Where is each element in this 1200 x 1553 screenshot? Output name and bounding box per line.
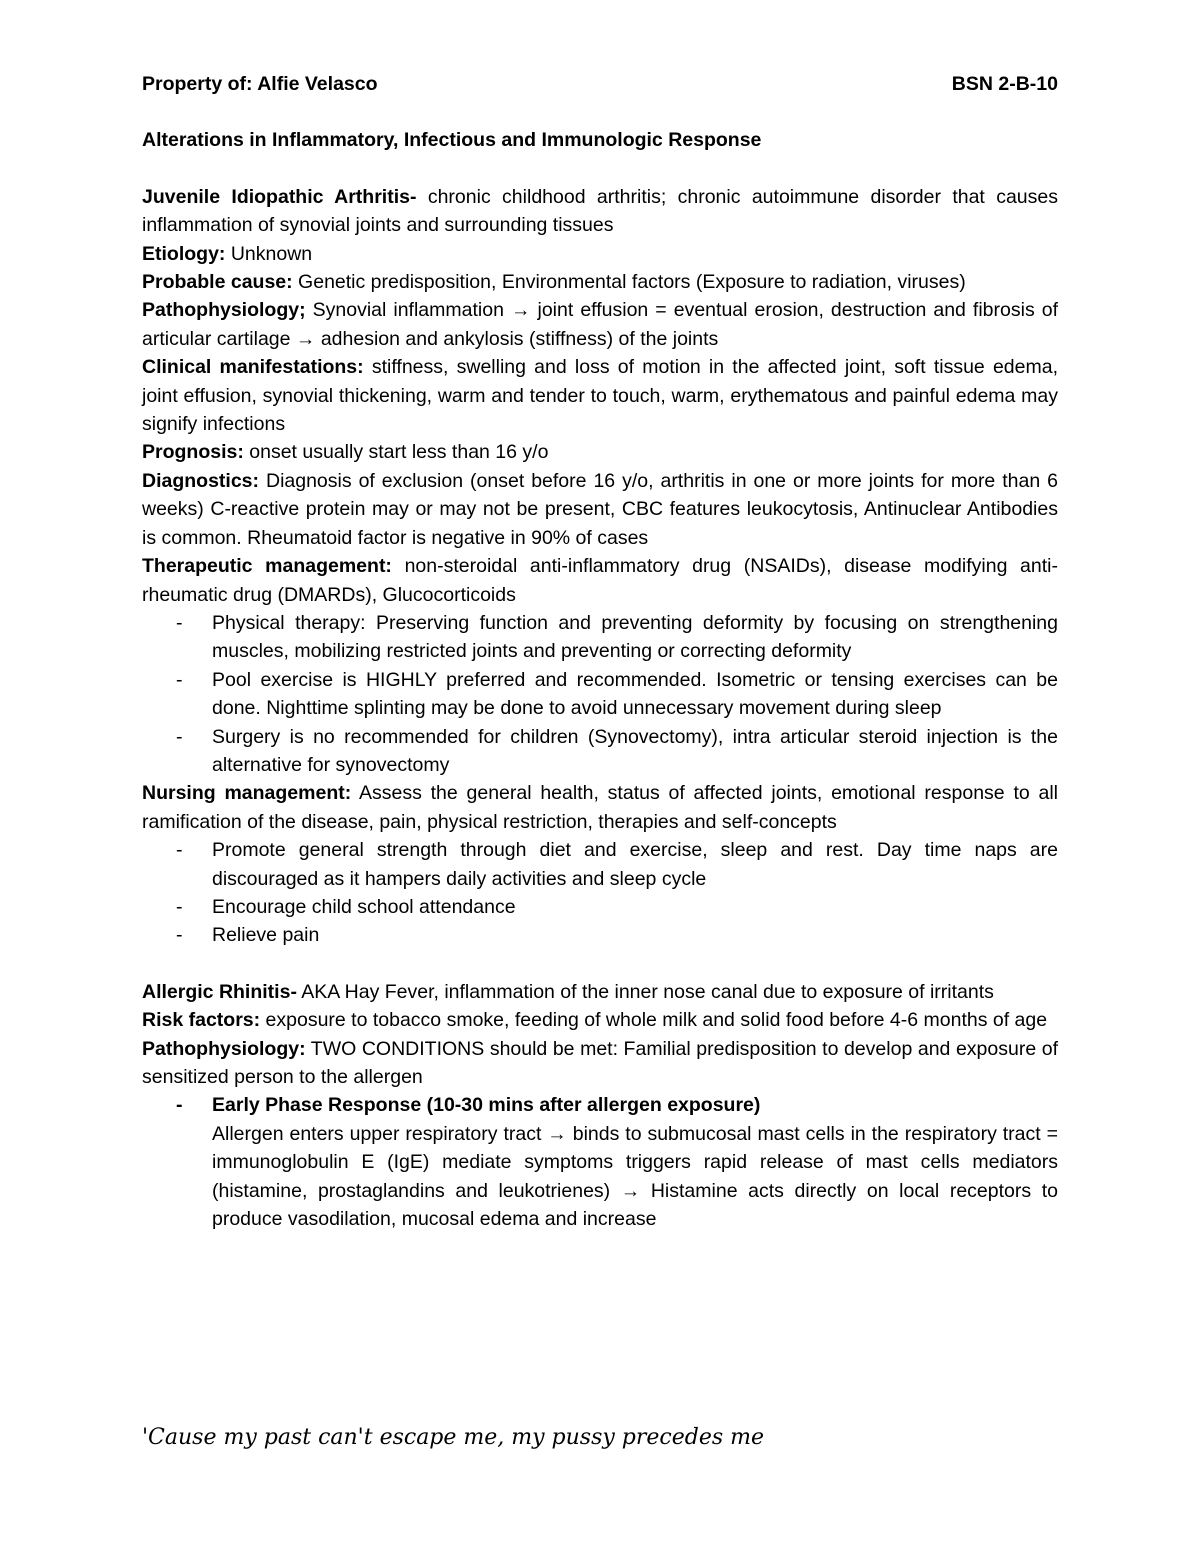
section-code: BSN 2-B-10 bbox=[951, 73, 1058, 95]
jia-therapeutic: Therapeutic management: non-steroidal anti-inflammatory drug (NSAIDs), disease modifying anti-rheumatic drug (DMARDs), Glucocorticoids bbox=[142, 555, 1058, 606]
page-header bbox=[142, 70, 1058, 98]
phase-list bbox=[142, 1091, 1058, 1119]
list-item: - Pool exercise is HIGHLY preferred and recommended. Isometric or tensing exercises can be done. Nighttime splinting may be done to avoid unnecessary movement during sleep bbox=[142, 666, 1058, 723]
rhinitis-section bbox=[142, 978, 1058, 1234]
early-phase-text: Allergen enters upper respiratory tract → binds to submucosal mast cells in the respiratory tract = immunoglobulin E (IgE) mediate symptoms triggers rapid release of mast cells mediators (histamine, prostaglandins and leukotrienes) → Histamine acts directly on local receptors to produce vasodilation, mucosal edema and increase bbox=[212, 1122, 1058, 1231]
document-title: Alterations in Inflammatory, Infectious and Immunologic Response bbox=[142, 129, 762, 152]
owner-label: Property of: Alfie Velasco bbox=[142, 73, 378, 95]
list-item: - Promote general strength through diet and exercise, sleep and rest. Day time naps are discouraged as it hampers daily activities and sleep cycle bbox=[142, 836, 1058, 893]
jia-clinical: Clinical manifestations: stiffness, swelling and loss of motion in the affected joint, soft tissue edema, joint effusion, synovial thickening, warm and tender to touch, warm, erythematous and painful edema may signify infections bbox=[142, 356, 1058, 436]
list-item: - Relieve pain bbox=[142, 921, 1058, 949]
list-item: - Physical therapy: Preserving function and preventing deformity by focusing on strengthening muscles, mobilizing restricted joints and preventing or correcting deformity bbox=[142, 609, 1058, 666]
rhinitis-risk: Risk factors: exposure to tobacco smoke, feeding of whole milk and solid food before 4-6 months of age bbox=[142, 1009, 1048, 1032]
rhinitis-definition: Allergic Rhinitis- AKA Hay Fever, inflammation of the inner nose canal due to exposure of irritants bbox=[142, 980, 994, 1003]
jia-diagnostics: Diagnostics: Diagnosis of exclusion (onset before 16 y/o, arthritis in one or more joints for more than 6 weeks) C-reactive protein may or may not be present, CBC features leukocytosis, Antinuclear Antibodies is common. Rheumatoid factor is negative in 90% of cases bbox=[142, 469, 1058, 549]
jia-prognosis: Prognosis: onset usually start less than 16 y/o bbox=[142, 441, 549, 464]
jia-pathophysiology: Pathophysiology; Synovial inflammation → joint effusion = eventual erosion, destruction and fibrosis of articular cartilage → adhesion and ankylosis (stiffness) of the joints bbox=[142, 299, 1058, 350]
jia-etiology: Etiology: Unknown bbox=[142, 242, 313, 265]
jia-section bbox=[142, 183, 1058, 950]
jia-cause: Probable cause: Genetic predisposition, Environmental factors (Exposure to radiation, viruses) bbox=[142, 271, 966, 294]
list-item: - Surgery is no recommended for children (Synovectomy), intra articular steroid injection is the alternative for synovectomy bbox=[142, 723, 1058, 780]
document-content bbox=[142, 70, 1058, 1233]
footer-quote: 'Cause my past can't escape me, my pussy precedes me bbox=[142, 1425, 765, 1450]
therapeutic-list bbox=[142, 609, 1058, 779]
nursing-list bbox=[142, 836, 1058, 950]
jia-definition: Juvenile Idiopathic Arthritis- chronic childhood arthritis; chronic autoimmune disorder that causes inflammation of synovial joints and surrounding tissues bbox=[142, 185, 1058, 237]
list-item: - Encourage child school attendance bbox=[142, 893, 1058, 921]
jia-nursing: Nursing management: Assess the general health, status of affected joints, emotional response to all ramification of the disease, pain, physical restriction, therapies and self-concepts bbox=[142, 782, 1059, 833]
early-phase-title: - Early Phase Response (10-30 mins after allergen exposure) bbox=[142, 1091, 1058, 1119]
rhinitis-pathophysiology: Pathophysiology: TWO CONDITIONS should be met: Familial predisposition to develop and exposure of sensitized person to the allergen bbox=[142, 1037, 1058, 1088]
